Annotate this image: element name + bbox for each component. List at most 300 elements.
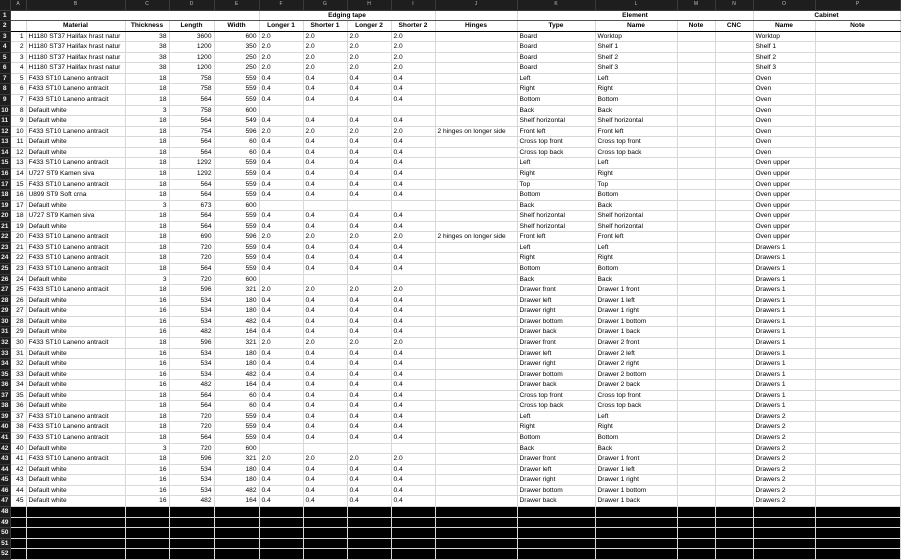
- table-cell[interactable]: 16: [125, 327, 169, 338]
- table-cell[interactable]: 564: [169, 264, 214, 275]
- table-cell[interactable]: [715, 116, 753, 127]
- table-cell[interactable]: [677, 359, 715, 370]
- table-cell[interactable]: 0.4: [391, 538, 435, 549]
- table-cell[interactable]: 3600: [169, 31, 214, 42]
- table-cell[interactable]: Back: [595, 200, 677, 211]
- table-cell[interactable]: [715, 285, 753, 296]
- table-cell[interactable]: 38: [125, 31, 169, 42]
- table-cell[interactable]: 0.4: [259, 95, 303, 106]
- table-cell[interactable]: 0.4: [303, 264, 347, 275]
- cell[interactable]: [435, 10, 517, 21]
- column-letter[interactable]: K: [517, 0, 595, 10]
- table-cell[interactable]: 0.4: [303, 369, 347, 380]
- table-cell[interactable]: F433 ST10 Laneno antracit: [26, 73, 125, 84]
- table-cell[interactable]: 0.4: [303, 242, 347, 253]
- table-cell[interactable]: 2.0: [347, 337, 391, 348]
- table-cell[interactable]: [677, 221, 715, 232]
- table-cell[interactable]: 2.0: [259, 42, 303, 53]
- table-cell[interactable]: 0.4: [259, 316, 303, 327]
- table-cell[interactable]: 18: [125, 253, 169, 264]
- table-cell[interactable]: [435, 316, 517, 327]
- row-number[interactable]: 24: [0, 253, 10, 264]
- table-cell[interactable]: 0.4: [303, 496, 347, 507]
- table-cell[interactable]: Cross top front: [595, 390, 677, 401]
- table-cell[interactable]: 60: [214, 390, 259, 401]
- table-cell[interactable]: Drawers 1: [753, 337, 815, 348]
- table-cell[interactable]: 18: [125, 422, 169, 433]
- table-cell[interactable]: [677, 464, 715, 475]
- table-cell[interactable]: 534: [169, 348, 214, 359]
- table-cell[interactable]: 16: [125, 348, 169, 359]
- table-cell[interactable]: Oven upper: [753, 200, 815, 211]
- table-cell[interactable]: Default white: [26, 105, 125, 116]
- table-cell[interactable]: 564: [169, 190, 214, 201]
- row-number[interactable]: 35: [0, 369, 10, 380]
- table-cell[interactable]: 18: [125, 433, 169, 444]
- row-index-cell[interactable]: 5: [10, 73, 26, 84]
- table-cell[interactable]: Default white: [26, 528, 125, 539]
- table-cell[interactable]: [815, 147, 900, 158]
- table-cell[interactable]: Worktop: [595, 31, 677, 42]
- table-cell[interactable]: Oven upper: [753, 221, 815, 232]
- table-cell[interactable]: 164: [214, 549, 259, 560]
- table-cell[interactable]: [435, 190, 517, 201]
- table-cell[interactable]: 0.4: [303, 348, 347, 359]
- table-cell[interactable]: Drawers 1: [753, 306, 815, 317]
- table-cell[interactable]: [435, 73, 517, 84]
- table-cell[interactable]: 2.0: [259, 63, 303, 74]
- table-cell[interactable]: [677, 137, 715, 148]
- table-cell[interactable]: Drawer right: [517, 306, 595, 317]
- table-cell[interactable]: Default white: [26, 327, 125, 338]
- table-cell[interactable]: F433 ST10 Laneno antracit: [26, 242, 125, 253]
- table-cell[interactable]: [715, 147, 753, 158]
- table-cell[interactable]: [435, 168, 517, 179]
- table-cell[interactable]: Board: [517, 42, 595, 53]
- table-cell[interactable]: Default white: [26, 401, 125, 412]
- table-cell[interactable]: [815, 433, 900, 444]
- table-cell[interactable]: Drawers 1: [753, 274, 815, 285]
- table-cell[interactable]: 0.4: [391, 433, 435, 444]
- table-cell[interactable]: [715, 264, 753, 275]
- table-cell[interactable]: Drawers 2: [753, 549, 815, 560]
- table-cell[interactable]: [815, 485, 900, 496]
- column-letter[interactable]: F: [259, 0, 303, 10]
- table-cell[interactable]: 3: [125, 274, 169, 285]
- table-cell[interactable]: [677, 52, 715, 63]
- table-cell[interactable]: [815, 369, 900, 380]
- table-cell[interactable]: 559: [214, 242, 259, 253]
- table-cell[interactable]: 596: [169, 285, 214, 296]
- table-cell[interactable]: 0.4: [259, 538, 303, 549]
- table-cell[interactable]: 534: [169, 295, 214, 306]
- table-cell[interactable]: 0.4: [347, 264, 391, 275]
- table-cell[interactable]: [715, 306, 753, 317]
- table-cell[interactable]: 250: [214, 63, 259, 74]
- table-cell[interactable]: F433 ST10 Laneno antracit: [26, 179, 125, 190]
- table-cell[interactable]: Drawers 2: [753, 443, 815, 454]
- table-cell[interactable]: [677, 274, 715, 285]
- table-cell[interactable]: [715, 137, 753, 148]
- table-cell[interactable]: [715, 242, 753, 253]
- table-cell[interactable]: F433 ST10 Laneno antracit: [26, 506, 125, 517]
- table-cell[interactable]: 2.0: [303, 42, 347, 53]
- table-cell[interactable]: 180: [214, 295, 259, 306]
- table-cell[interactable]: Bottom: [595, 433, 677, 444]
- table-cell[interactable]: Drawer right: [517, 475, 595, 486]
- table-cell[interactable]: [715, 95, 753, 106]
- table-cell[interactable]: 0.4: [303, 316, 347, 327]
- table-cell[interactable]: Oven upper: [753, 179, 815, 190]
- table-cell[interactable]: 0.4: [347, 549, 391, 560]
- table-cell[interactable]: 0.4: [303, 116, 347, 127]
- table-cell[interactable]: Oven: [753, 147, 815, 158]
- table-cell[interactable]: 0.4: [391, 528, 435, 539]
- table-cell[interactable]: 18: [125, 190, 169, 201]
- table-cell[interactable]: Top: [517, 179, 595, 190]
- table-cell[interactable]: 534: [169, 485, 214, 496]
- table-cell[interactable]: 0.4: [391, 401, 435, 412]
- table-cell[interactable]: U727 ST9 Kamen siva: [26, 211, 125, 222]
- table-cell[interactable]: Cross top front: [595, 137, 677, 148]
- table-cell[interactable]: Drawer 2 right: [595, 528, 677, 539]
- table-cell[interactable]: [347, 274, 391, 285]
- table-cell[interactable]: [715, 316, 753, 327]
- table-cell[interactable]: 600: [214, 31, 259, 42]
- row-index-cell[interactable]: 4: [10, 63, 26, 74]
- table-cell[interactable]: 321: [214, 454, 259, 465]
- table-cell[interactable]: 0.4: [303, 327, 347, 338]
- table-cell[interactable]: 18: [125, 285, 169, 296]
- table-cell[interactable]: 18: [125, 232, 169, 243]
- table-cell[interactable]: [815, 264, 900, 275]
- table-cell[interactable]: 18: [125, 390, 169, 401]
- table-cell[interactable]: 0.4: [303, 253, 347, 264]
- table-cell[interactable]: 321: [214, 506, 259, 517]
- table-cell[interactable]: 0.4: [259, 190, 303, 201]
- table-cell[interactable]: 0.4: [391, 95, 435, 106]
- table-cell[interactable]: Drawer 2 bottom: [595, 538, 677, 549]
- table-cell[interactable]: 559: [214, 211, 259, 222]
- table-cell[interactable]: 0.4: [347, 327, 391, 338]
- table-cell[interactable]: 18: [125, 84, 169, 95]
- table-cell[interactable]: Left: [517, 158, 595, 169]
- table-cell[interactable]: 321: [214, 337, 259, 348]
- row-index-cell[interactable]: 19: [10, 221, 26, 232]
- row-number[interactable]: 19: [0, 200, 10, 211]
- table-cell[interactable]: 0.4: [391, 327, 435, 338]
- table-cell[interactable]: 0.4: [303, 528, 347, 539]
- table-cell[interactable]: [677, 485, 715, 496]
- table-cell[interactable]: Drawers 2: [753, 411, 815, 422]
- table-cell[interactable]: 0.4: [259, 475, 303, 486]
- group-header-cabinet[interactable]: Cabinet: [753, 10, 900, 21]
- row-number[interactable]: 11: [0, 116, 10, 127]
- table-cell[interactable]: [677, 454, 715, 465]
- table-cell[interactable]: 0.4: [347, 253, 391, 264]
- table-cell[interactable]: [435, 475, 517, 486]
- table-cell[interactable]: 0.4: [391, 390, 435, 401]
- table-cell[interactable]: 1292: [169, 158, 214, 169]
- table-cell[interactable]: Drawer back: [517, 380, 595, 391]
- table-cell[interactable]: 38: [125, 63, 169, 74]
- table-cell[interactable]: 2.0: [391, 31, 435, 42]
- column-letter[interactable]: N: [715, 0, 753, 10]
- row-number[interactable]: 42: [0, 443, 10, 454]
- table-cell[interactable]: 534: [169, 359, 214, 370]
- table-cell[interactable]: H1180 ST37 Halifax hrast natur: [26, 42, 125, 53]
- row-number[interactable]: 43: [0, 454, 10, 465]
- table-cell[interactable]: [677, 443, 715, 454]
- column-header[interactable]: Longer 1: [259, 21, 303, 32]
- table-cell[interactable]: 0.4: [391, 517, 435, 528]
- table-cell[interactable]: 758: [169, 105, 214, 116]
- table-cell[interactable]: Shelf horizontal: [595, 116, 677, 127]
- table-cell[interactable]: Left: [517, 242, 595, 253]
- table-cell[interactable]: [815, 549, 900, 560]
- column-header[interactable]: Hinges: [435, 21, 517, 32]
- table-cell[interactable]: 0.4: [347, 179, 391, 190]
- table-cell[interactable]: Default white: [26, 517, 125, 528]
- table-cell[interactable]: Right: [595, 84, 677, 95]
- row-index-cell[interactable]: 13: [10, 158, 26, 169]
- table-cell[interactable]: 0.4: [303, 211, 347, 222]
- table-cell[interactable]: [815, 211, 900, 222]
- table-cell[interactable]: 0.4: [391, 242, 435, 253]
- table-cell[interactable]: [435, 549, 517, 560]
- row-index-cell[interactable]: 12: [10, 147, 26, 158]
- table-cell[interactable]: Drawer 1 left: [595, 464, 677, 475]
- row-number[interactable]: 23: [0, 242, 10, 253]
- table-cell[interactable]: Drawer bottom: [517, 485, 595, 496]
- row-index-cell[interactable]: 16: [10, 190, 26, 201]
- table-cell[interactable]: [715, 337, 753, 348]
- table-cell[interactable]: 2.0: [347, 63, 391, 74]
- table-cell[interactable]: [715, 42, 753, 53]
- table-cell[interactable]: 559: [214, 158, 259, 169]
- table-cell[interactable]: Board: [517, 63, 595, 74]
- table-cell[interactable]: [815, 116, 900, 127]
- table-cell[interactable]: Drawer 1 right: [595, 306, 677, 317]
- table-cell[interactable]: 482: [169, 549, 214, 560]
- table-cell[interactable]: [815, 105, 900, 116]
- row-number[interactable]: 2: [0, 21, 10, 32]
- table-cell[interactable]: Bottom: [517, 95, 595, 106]
- table-cell[interactable]: [715, 506, 753, 517]
- table-cell[interactable]: [435, 116, 517, 127]
- table-cell[interactable]: Drawer 1 front: [595, 454, 677, 465]
- table-cell[interactable]: Drawers 1: [753, 327, 815, 338]
- table-cell[interactable]: [435, 538, 517, 549]
- table-cell[interactable]: [303, 443, 347, 454]
- table-cell[interactable]: Shelf horizontal: [517, 211, 595, 222]
- table-cell[interactable]: H1180 ST37 Halifax hrast natur: [26, 31, 125, 42]
- table-cell[interactable]: 600: [214, 274, 259, 285]
- table-cell[interactable]: 482: [214, 316, 259, 327]
- table-cell[interactable]: Oven upper: [753, 211, 815, 222]
- table-cell[interactable]: [435, 506, 517, 517]
- table-cell[interactable]: 18: [125, 168, 169, 179]
- row-index-cell[interactable]: 33: [10, 369, 26, 380]
- table-cell[interactable]: [715, 411, 753, 422]
- table-cell[interactable]: Back: [595, 443, 677, 454]
- table-cell[interactable]: Right: [517, 253, 595, 264]
- table-cell[interactable]: [815, 137, 900, 148]
- row-number[interactable]: 40: [0, 422, 10, 433]
- table-cell[interactable]: 2.0: [303, 232, 347, 243]
- row-number[interactable]: 14: [0, 147, 10, 158]
- table-cell[interactable]: [677, 422, 715, 433]
- row-index-cell[interactable]: 38: [10, 422, 26, 433]
- table-cell[interactable]: 0.4: [347, 306, 391, 317]
- table-cell[interactable]: [677, 179, 715, 190]
- table-cell[interactable]: 180: [214, 517, 259, 528]
- table-cell[interactable]: [715, 232, 753, 243]
- table-cell[interactable]: Shelf 2: [753, 52, 815, 63]
- table-cell[interactable]: 0.4: [259, 137, 303, 148]
- row-number[interactable]: 52: [0, 549, 10, 560]
- table-cell[interactable]: [715, 496, 753, 507]
- table-cell[interactable]: 3: [125, 200, 169, 211]
- table-cell[interactable]: 18: [125, 179, 169, 190]
- table-cell[interactable]: Drawer 1 bottom: [595, 485, 677, 496]
- table-cell[interactable]: 0.4: [259, 390, 303, 401]
- table-cell[interactable]: [677, 116, 715, 127]
- table-cell[interactable]: Drawers 2: [753, 528, 815, 539]
- table-cell[interactable]: 18: [125, 411, 169, 422]
- table-cell[interactable]: [815, 443, 900, 454]
- table-cell[interactable]: 2.0: [303, 126, 347, 137]
- table-cell[interactable]: Oven upper: [753, 168, 815, 179]
- table-cell[interactable]: Drawer back: [517, 496, 595, 507]
- column-header[interactable]: Width: [214, 21, 259, 32]
- table-cell[interactable]: 38: [125, 42, 169, 53]
- row-index-cell[interactable]: 31: [10, 348, 26, 359]
- table-cell[interactable]: 0.4: [347, 211, 391, 222]
- table-cell[interactable]: 564: [169, 401, 214, 412]
- group-header-edging[interactable]: Edging tape: [259, 10, 435, 21]
- table-cell[interactable]: Drawer 1 bottom: [595, 316, 677, 327]
- column-header[interactable]: Shorter 1: [303, 21, 347, 32]
- table-cell[interactable]: 1200: [169, 42, 214, 53]
- table-cell[interactable]: 0.4: [347, 190, 391, 201]
- table-cell[interactable]: 0.4: [259, 327, 303, 338]
- table-cell[interactable]: [715, 475, 753, 486]
- row-index-cell[interactable]: 35: [10, 390, 26, 401]
- table-cell[interactable]: [435, 443, 517, 454]
- column-header[interactable]: [10, 21, 26, 32]
- table-cell[interactable]: [715, 380, 753, 391]
- row-index-cell[interactable]: 3: [10, 52, 26, 63]
- table-cell[interactable]: [715, 126, 753, 137]
- table-cell[interactable]: 2.0: [303, 52, 347, 63]
- table-cell[interactable]: Top: [595, 179, 677, 190]
- row-number[interactable]: 6: [0, 63, 10, 74]
- table-cell[interactable]: [715, 274, 753, 285]
- table-cell[interactable]: [677, 232, 715, 243]
- table-cell[interactable]: 0.4: [347, 73, 391, 84]
- row-number[interactable]: 17: [0, 179, 10, 190]
- group-header-element[interactable]: Element: [517, 10, 753, 21]
- table-cell[interactable]: [715, 422, 753, 433]
- table-cell[interactable]: [815, 517, 900, 528]
- table-cell[interactable]: Oven: [753, 116, 815, 127]
- row-number[interactable]: 12: [0, 126, 10, 137]
- row-index-cell[interactable]: 49: [10, 538, 26, 549]
- table-cell[interactable]: 0.4: [259, 253, 303, 264]
- table-cell[interactable]: 164: [214, 327, 259, 338]
- table-cell[interactable]: 534: [169, 517, 214, 528]
- table-cell[interactable]: [715, 105, 753, 116]
- table-cell[interactable]: Back: [517, 274, 595, 285]
- table-cell[interactable]: Default white: [26, 295, 125, 306]
- table-cell[interactable]: Back: [595, 105, 677, 116]
- table-cell[interactable]: 564: [169, 179, 214, 190]
- table-cell[interactable]: 0.4: [391, 168, 435, 179]
- table-cell[interactable]: Drawers 1: [753, 369, 815, 380]
- column-letter[interactable]: C: [125, 0, 169, 10]
- table-cell[interactable]: [815, 454, 900, 465]
- table-cell[interactable]: 0.4: [259, 464, 303, 475]
- table-cell[interactable]: 0.4: [391, 348, 435, 359]
- table-cell[interactable]: Drawers 2: [753, 475, 815, 486]
- table-cell[interactable]: 0.4: [347, 528, 391, 539]
- table-cell[interactable]: 559: [214, 264, 259, 275]
- table-cell[interactable]: Drawers 1: [753, 242, 815, 253]
- table-cell[interactable]: [677, 31, 715, 42]
- table-cell[interactable]: 564: [169, 116, 214, 127]
- table-cell[interactable]: Drawer 2 back: [595, 380, 677, 391]
- table-cell[interactable]: Cross top back: [595, 401, 677, 412]
- table-cell[interactable]: 2.0: [303, 506, 347, 517]
- table-cell[interactable]: 0.4: [391, 73, 435, 84]
- table-cell[interactable]: Drawers 2: [753, 433, 815, 444]
- row-number[interactable]: 47: [0, 496, 10, 507]
- table-cell[interactable]: [677, 337, 715, 348]
- table-cell[interactable]: 164: [214, 496, 259, 507]
- table-cell[interactable]: F433 ST10 Laneno antracit: [26, 337, 125, 348]
- table-cell[interactable]: 2.0: [259, 232, 303, 243]
- table-cell[interactable]: [435, 359, 517, 370]
- table-cell[interactable]: 0.4: [259, 116, 303, 127]
- row-index-cell[interactable]: 30: [10, 337, 26, 348]
- row-number[interactable]: 8: [0, 84, 10, 95]
- row-number[interactable]: 20: [0, 211, 10, 222]
- table-cell[interactable]: 0.4: [391, 147, 435, 158]
- table-cell[interactable]: 2.0: [391, 42, 435, 53]
- table-cell[interactable]: [815, 337, 900, 348]
- table-cell[interactable]: 2.0: [259, 337, 303, 348]
- table-cell[interactable]: [435, 369, 517, 380]
- row-index-cell[interactable]: 6: [10, 84, 26, 95]
- row-index-cell[interactable]: 39: [10, 433, 26, 444]
- table-cell[interactable]: 0.4: [391, 411, 435, 422]
- table-cell[interactable]: 0.4: [303, 549, 347, 560]
- table-cell[interactable]: 0.4: [259, 422, 303, 433]
- row-index-cell[interactable]: 11: [10, 137, 26, 148]
- table-cell[interactable]: 0.4: [259, 84, 303, 95]
- table-cell[interactable]: Drawers 2: [753, 485, 815, 496]
- table-cell[interactable]: 596: [169, 454, 214, 465]
- table-cell[interactable]: 16: [125, 496, 169, 507]
- table-cell[interactable]: Default white: [26, 359, 125, 370]
- table-cell[interactable]: Cross top back: [595, 147, 677, 158]
- table-cell[interactable]: 559: [214, 168, 259, 179]
- table-cell[interactable]: 0.4: [259, 221, 303, 232]
- table-cell[interactable]: [435, 84, 517, 95]
- column-header[interactable]: Name: [595, 21, 677, 32]
- table-cell[interactable]: Front left: [595, 232, 677, 243]
